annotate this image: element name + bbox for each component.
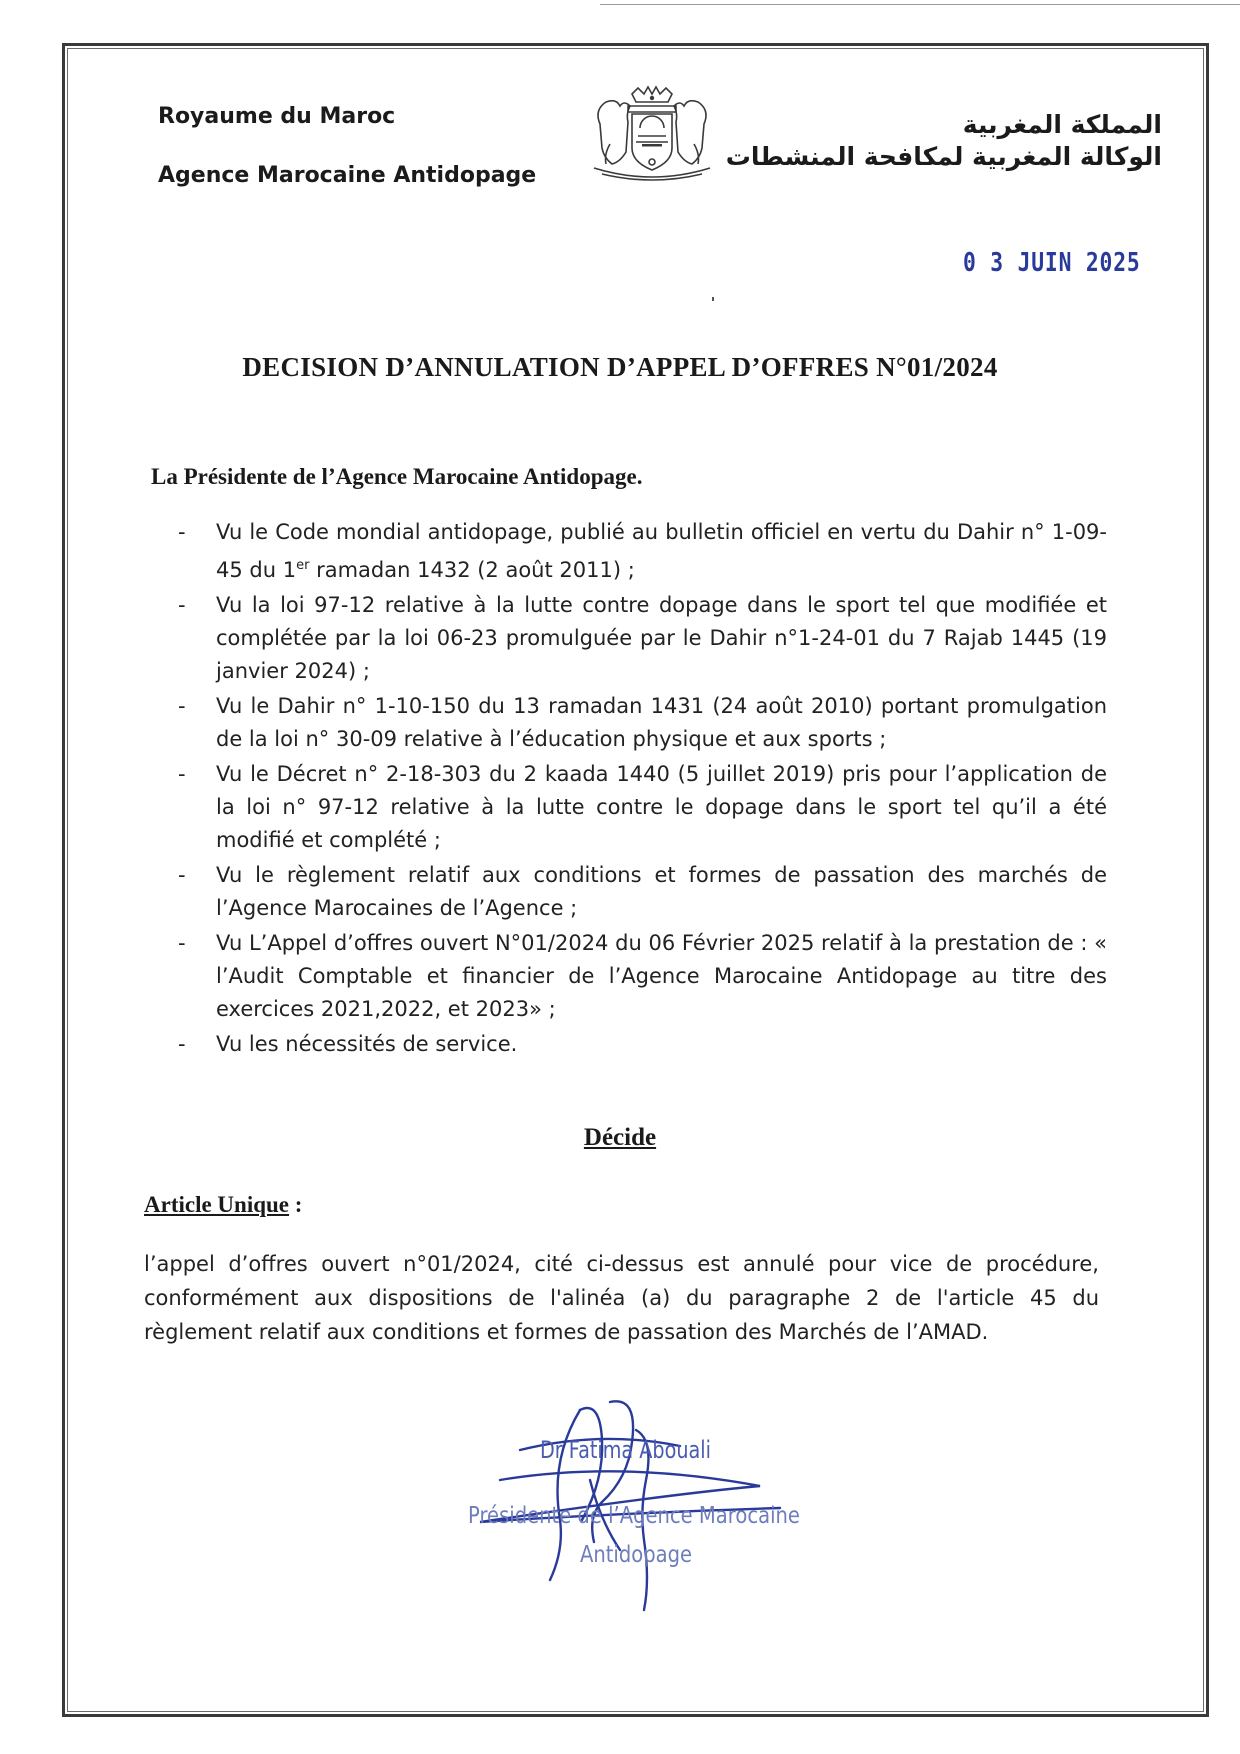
list-item: - Vu le Code mondial antidopage, publié au bulletin officiel en vertu du Dahir n° 1-09-45 du 1er ramadan 1432 (2 août 2011) ; <box>172 516 1107 587</box>
header-kingdom-ar: المملكة المغربية <box>962 110 1162 139</box>
list-dash: - <box>178 694 186 718</box>
scan-edge-line <box>600 4 1240 5</box>
decide-heading: Décide <box>583 1124 657 1151</box>
signature-title-line1: Présidente de l’Agence Marocaine <box>468 1503 800 1529</box>
article-heading <box>144 1192 302 1218</box>
header-agency-ar: الوكالة المغربية لمكافحة المنشطات <box>725 142 1162 171</box>
document-title: DECISION D’ANNULATION D’APPEL D’OFFRES N°01/2024 <box>242 352 998 382</box>
list-dash: - <box>178 931 186 955</box>
list-item: - Vu la loi 97-12 relative à la lutte contre dopage dans le sport tel que modifiée et complétée par la loi 06-23 promulguée par le Dahir n°1-24-01 du 7 Rajab 1445 (19 janvier 2024) ; <box>172 589 1107 688</box>
list-dash: - <box>178 762 186 786</box>
considerations-list <box>172 516 1107 1063</box>
article-label: Article Unique <box>144 1192 290 1217</box>
list-dash: - <box>178 1032 186 1056</box>
list-item: - Vu le Décret n° 2-18-303 du 2 kaada 1440 (5 juillet 2019) pris pour l’application de la loi n° 97-12 relative à la lutte contre le dopage dans le sport tel qu’il a été modifié et complété ; <box>172 758 1107 857</box>
list-item: - Vu le Dahir n° 1-10-150 du 13 ramadan 1431 (24 août 2010) portant promulgation de la loi n° 30-09 relative à l’éducation physique et aux sports ; <box>172 690 1107 756</box>
list-dash: - <box>178 593 186 617</box>
list-dash: - <box>178 863 186 887</box>
signature-title-line2: Antidopage <box>580 1542 693 1568</box>
scan-speck <box>712 297 714 301</box>
president-line: La Présidente de l’Agence Marocaine Antidopage. <box>151 464 643 489</box>
signature-name: Dr Fatima Abouali <box>540 1436 711 1464</box>
list-dash: - <box>178 520 186 544</box>
list-item: - Vu le règlement relatif aux conditions et formes de passation des marchés de l’Agence Marocaines de l’Agence ; <box>172 859 1107 925</box>
article-body: l’appel d’offres ouvert n°01/2024, cité ci-dessus est annulé pour vice de procédure, conformément aux dispositions de l'alinéa (a) du paragraphe 2 de l'article 45 du règlement relatif aux conditions et formes de passation des Marchés de l’AMAD. <box>144 1252 1099 1344</box>
date-stamp: 0 3 JUIN 2025 <box>963 248 1141 278</box>
header-agency-fr: Agence Marocaine Antidopage <box>158 163 537 188</box>
header-kingdom-fr: Royaume du Maroc <box>158 104 396 129</box>
royal-coat-of-arms-icon <box>588 84 716 184</box>
article-colon: : <box>289 1192 303 1217</box>
list-item: - Vu les nécessités de service. <box>172 1028 1107 1061</box>
list-item: - Vu L’Appel d’offres ouvert N°01/2024 du 06 Février 2025 relatif à la prestation de : « l’Audit Comptable et financier de l’Agence Marocaine Antidopage au titre des exercices 2021,2022, et 2023» ; <box>172 927 1107 1026</box>
